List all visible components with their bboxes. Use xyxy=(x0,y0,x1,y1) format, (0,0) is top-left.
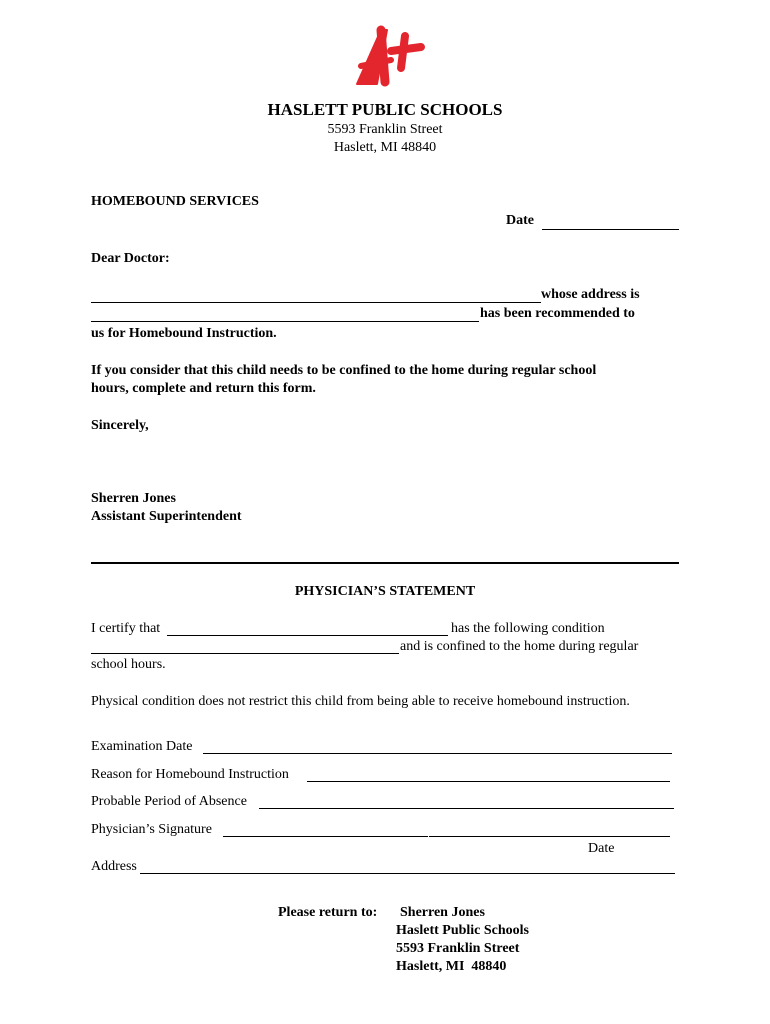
signature-date-label: Date xyxy=(588,841,615,856)
confined-suffix: and is confined to the home during regular xyxy=(400,639,639,654)
statement-title: PHYSICIAN’S STATEMENT xyxy=(294,584,476,599)
signer-name: Sherren Jones xyxy=(91,491,176,506)
exam-date-label: Examination Date xyxy=(91,739,193,754)
student-name-blank[interactable] xyxy=(91,302,541,303)
homebound-instruction-text: us for Homebound Instruction. xyxy=(91,326,277,341)
return-org: Haslett Public Schools xyxy=(396,923,530,938)
school-name: HASLETT PUBLIC SCHOOLS xyxy=(267,100,503,119)
reason-blank[interactable] xyxy=(307,781,670,782)
signature-blank[interactable] xyxy=(223,836,428,837)
school-hours-text: school hours. xyxy=(91,657,166,672)
exam-date-blank[interactable] xyxy=(203,753,672,754)
school-city: Haslett, MI 48840 xyxy=(333,140,437,155)
section-divider xyxy=(91,562,679,564)
address-blank[interactable] xyxy=(140,873,675,874)
child-name-blank[interactable] xyxy=(167,635,448,636)
signer-title: Assistant Superintendent xyxy=(91,509,242,524)
paragraph-line-1: If you consider that this child needs to be confined to the home during regular school xyxy=(91,363,597,378)
date-label: Date xyxy=(506,213,534,228)
certify-prefix: I certify that xyxy=(91,621,161,636)
reason-label: Reason for Homebound Instruction xyxy=(91,767,289,782)
period-blank[interactable] xyxy=(259,808,674,809)
return-street: 5593 Franklin Street xyxy=(396,941,520,956)
student-address-blank[interactable] xyxy=(91,321,479,322)
address-label: Address xyxy=(91,859,137,874)
return-to-label: Please return to: xyxy=(278,905,378,920)
paragraph-line-2: hours, complete and return this form. xyxy=(91,381,316,396)
section-title: HOMEBOUND SERVICES xyxy=(91,194,259,209)
signature-date-blank[interactable] xyxy=(429,836,670,837)
salutation: Dear Doctor: xyxy=(91,251,170,266)
date-blank[interactable] xyxy=(542,229,679,230)
a-plus-logo-icon xyxy=(347,24,429,94)
return-name: Sherren Jones xyxy=(400,905,485,920)
period-label: Probable Period of Absence xyxy=(91,794,247,809)
certify-suffix: has the following condition xyxy=(451,621,605,636)
return-city: Haslett, MI 48840 xyxy=(396,959,507,974)
no-restrict-text: Physical condition does not restrict this child from being able to receive homebound instruction. xyxy=(91,694,630,709)
recommended-text: has been recommended to xyxy=(480,306,635,321)
signature-label: Physician’s Signature xyxy=(91,822,212,837)
whose-address-text: whose address is xyxy=(541,287,640,302)
condition-blank[interactable] xyxy=(91,653,399,654)
school-street: 5593 Franklin Street xyxy=(327,122,443,137)
closing: Sincerely, xyxy=(91,418,149,433)
